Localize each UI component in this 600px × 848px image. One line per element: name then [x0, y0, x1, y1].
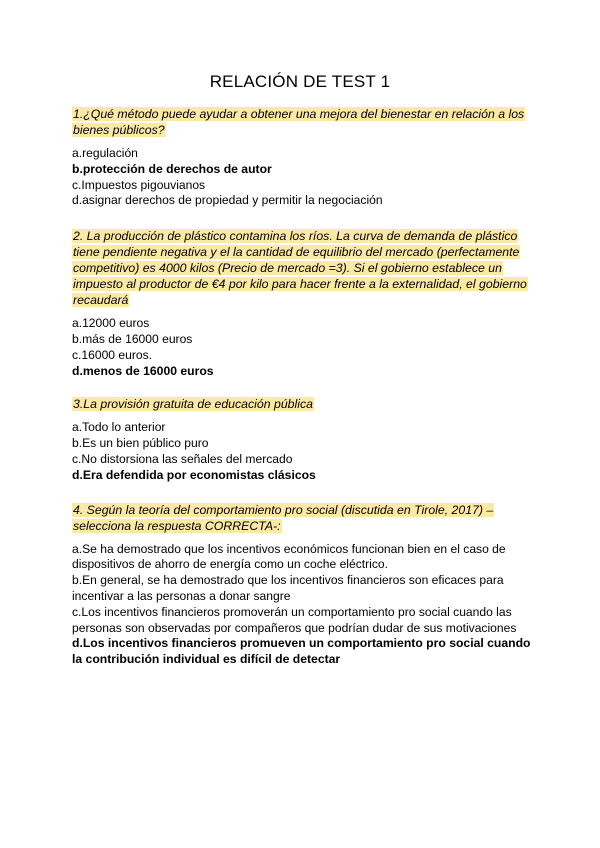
answer-option: c.16000 euros. — [72, 347, 153, 362]
answer-option: b.En general, se ha demostrado que los incentivos financieros son eficaces para incentivar a las personas a donar sangre — [72, 573, 504, 603]
answer-option: c.Impuestos pigouvianos — [72, 177, 206, 192]
question-list — [72, 106, 532, 686]
question-highlight: 2. La producción de plástico contamina los ríos. La curva de demanda de plástico tiene pendiente negativa y el la cantidad de equilibrio del mercado (perfectamente competitivo) es 4000 kilos (Precio de mercado =3). Si el gobierno establece un impuesto al productor de €4 por kilo para hacer frente a la externalidad, el gobierno recaudará — [73, 229, 527, 308]
option-list — [72, 420, 532, 483]
answer-option: a.Se ha demostrado que los incentivos económicos funcionan bien en el caso de dispositivos de ahorro de energía como un coche eléctrico. — [72, 541, 506, 572]
answer-option-correct: d.Los incentivos financieros promueven un comportamiento pro social cuando la contribución individual es difícil de detectar — [72, 636, 531, 667]
question-text — [72, 396, 532, 412]
answer-option: a.Todo lo anterior — [72, 420, 166, 435]
answer-option-correct: b.protección de derechos de autor — [72, 161, 272, 176]
answer-option-correct: d.menos de 16000 euros — [72, 363, 214, 378]
answer-option: a.regulación — [72, 146, 138, 160]
question-text — [72, 228, 532, 308]
question-block — [72, 106, 532, 209]
question-block — [72, 396, 532, 483]
question-text — [72, 106, 532, 138]
option-list — [72, 146, 532, 209]
answer-option: d.asignar derechos de propiedad y permitir la negociación — [72, 193, 383, 208]
option-list — [72, 316, 532, 379]
option-list — [72, 542, 532, 668]
answer-option: b.más de 16000 euros — [72, 331, 193, 346]
page-title: RELACIÓN DE TEST 1 — [209, 72, 391, 91]
answer-option-correct: d.Era defendida por economistas clásicos — [72, 467, 316, 482]
question-highlight: 1.¿Qué método puede ayudar a obtener una mejora del bienestar en relación a los bienes públicos? — [73, 107, 525, 137]
answer-option: b.Es un bien público puro — [72, 436, 209, 451]
question-highlight: 4. Según la teoría del comportamiento pro social (discutida en Tirole, 2017) –selecciona la respuesta CORRECTA-: — [73, 502, 494, 533]
answer-option: a.12000 euros — [72, 316, 150, 331]
answer-option: c.No distorsiona las señales del mercado — [72, 451, 293, 466]
question-highlight: 3.La provisión gratuita de educación pública — [73, 397, 313, 412]
question-block — [72, 228, 532, 379]
answer-option: c.Los incentivos financieros promoverán un comportamiento pro social cuando las personas son observadas por compañeros que podrían dudar de sus motivaciones — [72, 604, 517, 635]
question-text — [72, 502, 532, 534]
question-block — [72, 502, 532, 668]
